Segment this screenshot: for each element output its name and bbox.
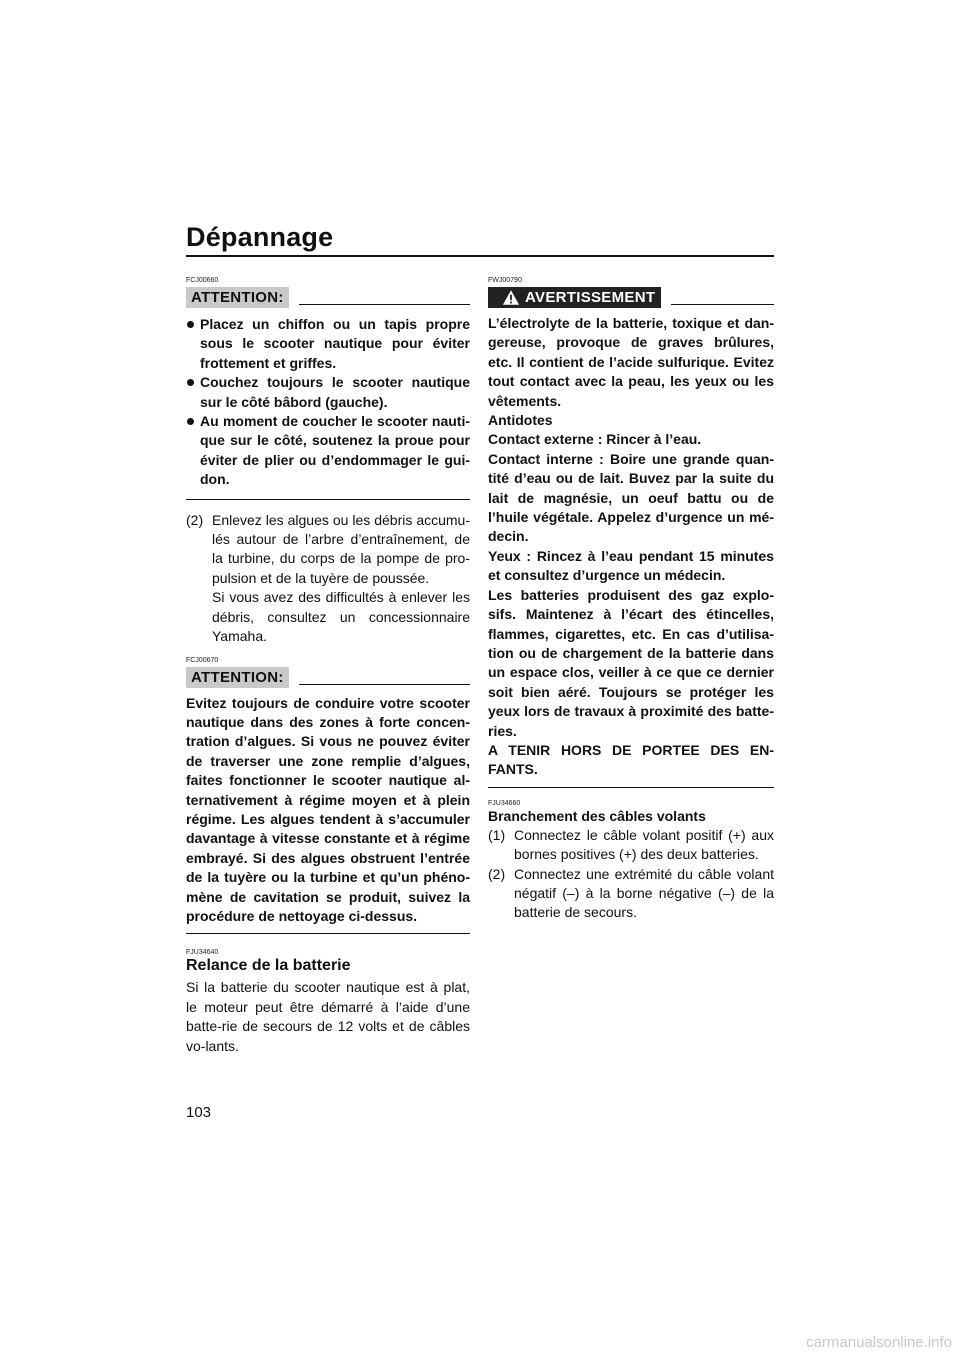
caution-header-rule bbox=[299, 684, 470, 685]
step-list bbox=[186, 511, 470, 647]
left-column bbox=[186, 276, 470, 1056]
list-item: Placez un chiffon ou un tapis propre sous le scooter nautique pour éviter frottement et griffes. bbox=[186, 315, 470, 373]
page-number: 103 bbox=[186, 1104, 212, 1121]
warning-code: FWJ00790 bbox=[488, 277, 522, 284]
bullet-icon bbox=[187, 418, 194, 425]
caution-bullet-list bbox=[186, 315, 470, 490]
section-battery-jump bbox=[186, 948, 470, 1056]
section-title: Relance de la batterie bbox=[186, 957, 351, 975]
section-text: Si la batterie du scooter nautique est à plat, le moteur peut être démarré à l’aide d’une batte-rie de secours de 12 volts et de câbles vo-lants. bbox=[186, 979, 470, 1054]
caution-header bbox=[186, 286, 470, 309]
page-title: Dépannage bbox=[186, 222, 334, 252]
bullet-icon bbox=[187, 379, 194, 386]
warning-badge: AVERTISSEMENT bbox=[488, 287, 661, 308]
attention-badge: ATTENTION: bbox=[186, 287, 289, 308]
caution-code: FCJ00660 bbox=[186, 277, 219, 284]
step-list bbox=[488, 826, 774, 923]
warning-closing-rule bbox=[488, 787, 774, 788]
section-jumper-cables bbox=[488, 799, 774, 923]
warning-block bbox=[488, 276, 774, 788]
caution-header-rule bbox=[299, 304, 470, 305]
header-rule bbox=[186, 255, 774, 257]
caution-header bbox=[186, 666, 470, 689]
caution-text: Evitez toujours de conduire votre scooter nautique dans des zones à forte concen-tration d’algues. Si vous ne pouvez éviter de traverser une zone remplie d’algues, faites fonctionner le scooter nautique al-ternativement à régime moyen et à plein régime. Les algues tendent à s’accumuler davantage à vitesse constante et à régime embrayé. Si des algues obstruent l’entrée de la tuyère ou la turbine et qu’un phéno-mène de cavitation se produit, suivez la procédure de nettoyage ci-dessus. bbox=[186, 694, 470, 924]
step-item: (2) Enlevez les algues ou les débris accumu-lés autour de l’arbre d’entraînement, de la turbine, du corps de la pompe de pro-pulsion et de la tuyère de poussée. Si vous avez des difficultés à enlever les débris, consultez un concessionnaire Yamaha. bbox=[186, 511, 470, 645]
warning-header bbox=[488, 286, 774, 309]
list-item: Couchez toujours le scooter nautique sur le côté bâbord (gauche). bbox=[186, 373, 470, 412]
right-column bbox=[488, 276, 774, 923]
caution-code: FCJ00670 bbox=[186, 656, 219, 664]
footer-watermark[interactable]: carmanualsonline.info bbox=[806, 1334, 952, 1351]
bullet-icon bbox=[187, 321, 194, 328]
warning-triangle-icon bbox=[502, 289, 520, 306]
warning-header-rule bbox=[671, 304, 774, 305]
caution-closing-rule bbox=[186, 499, 470, 500]
step-item: (2) Connectez une extrémité du câble volant négatif (–) à la borne négative (–) de la batterie de secours. bbox=[488, 865, 774, 921]
caution-closing-rule bbox=[186, 933, 470, 934]
step-item: (1) Connectez le câble volant positif (+) aux bornes positives (+) des deux batteries. bbox=[488, 826, 774, 863]
list-item: Au moment de coucher le scooter nauti-que sur le côté, soutenez la proue pour éviter de plier ou d’endommager le gui-don. bbox=[186, 412, 470, 490]
caution-block-2 bbox=[186, 656, 470, 935]
section-title: Branchement des câbles volants bbox=[488, 807, 706, 824]
caution-block-1 bbox=[186, 276, 470, 500]
attention-badge: ATTENTION: bbox=[186, 667, 289, 688]
section-code: FJU34660 bbox=[488, 799, 521, 807]
warning-text: L’électrolyte de la batterie, toxique et dan-gereuse, provoque de graves brûlures, etc. Il contient de l’acide sulfurique. Evitez tout contact avec la peau, les yeux ou les vêtements. Antidotes Contact externe : Rincer à l’eau. Contact interne : Boire une grande quan-tité d’eau ou de lait. Buvez par la suite du lait de magnésie, un oeuf battu ou de l’huile végétale. Appelez d’urgence un mé-decin. Yeux : Rincez à l’eau pendant 15 minutes et consultez d’urgence un médecin. Les batteries produisent des gaz explo-sifs. Maintenez à l’écart des étincelles, flammes, cigarettes, etc. En cas d’utilisa-tion ou de chargement de la batterie dans un espace clos, veiller à ce que ce dernier soit bien aéré. Toujours se protéger les yeux lors de travaux à proximité des batte-ries. A TENIR HORS DE PORTEE DES EN-FANTS. bbox=[488, 315, 774, 778]
section-code: FJU34640 bbox=[186, 949, 219, 957]
